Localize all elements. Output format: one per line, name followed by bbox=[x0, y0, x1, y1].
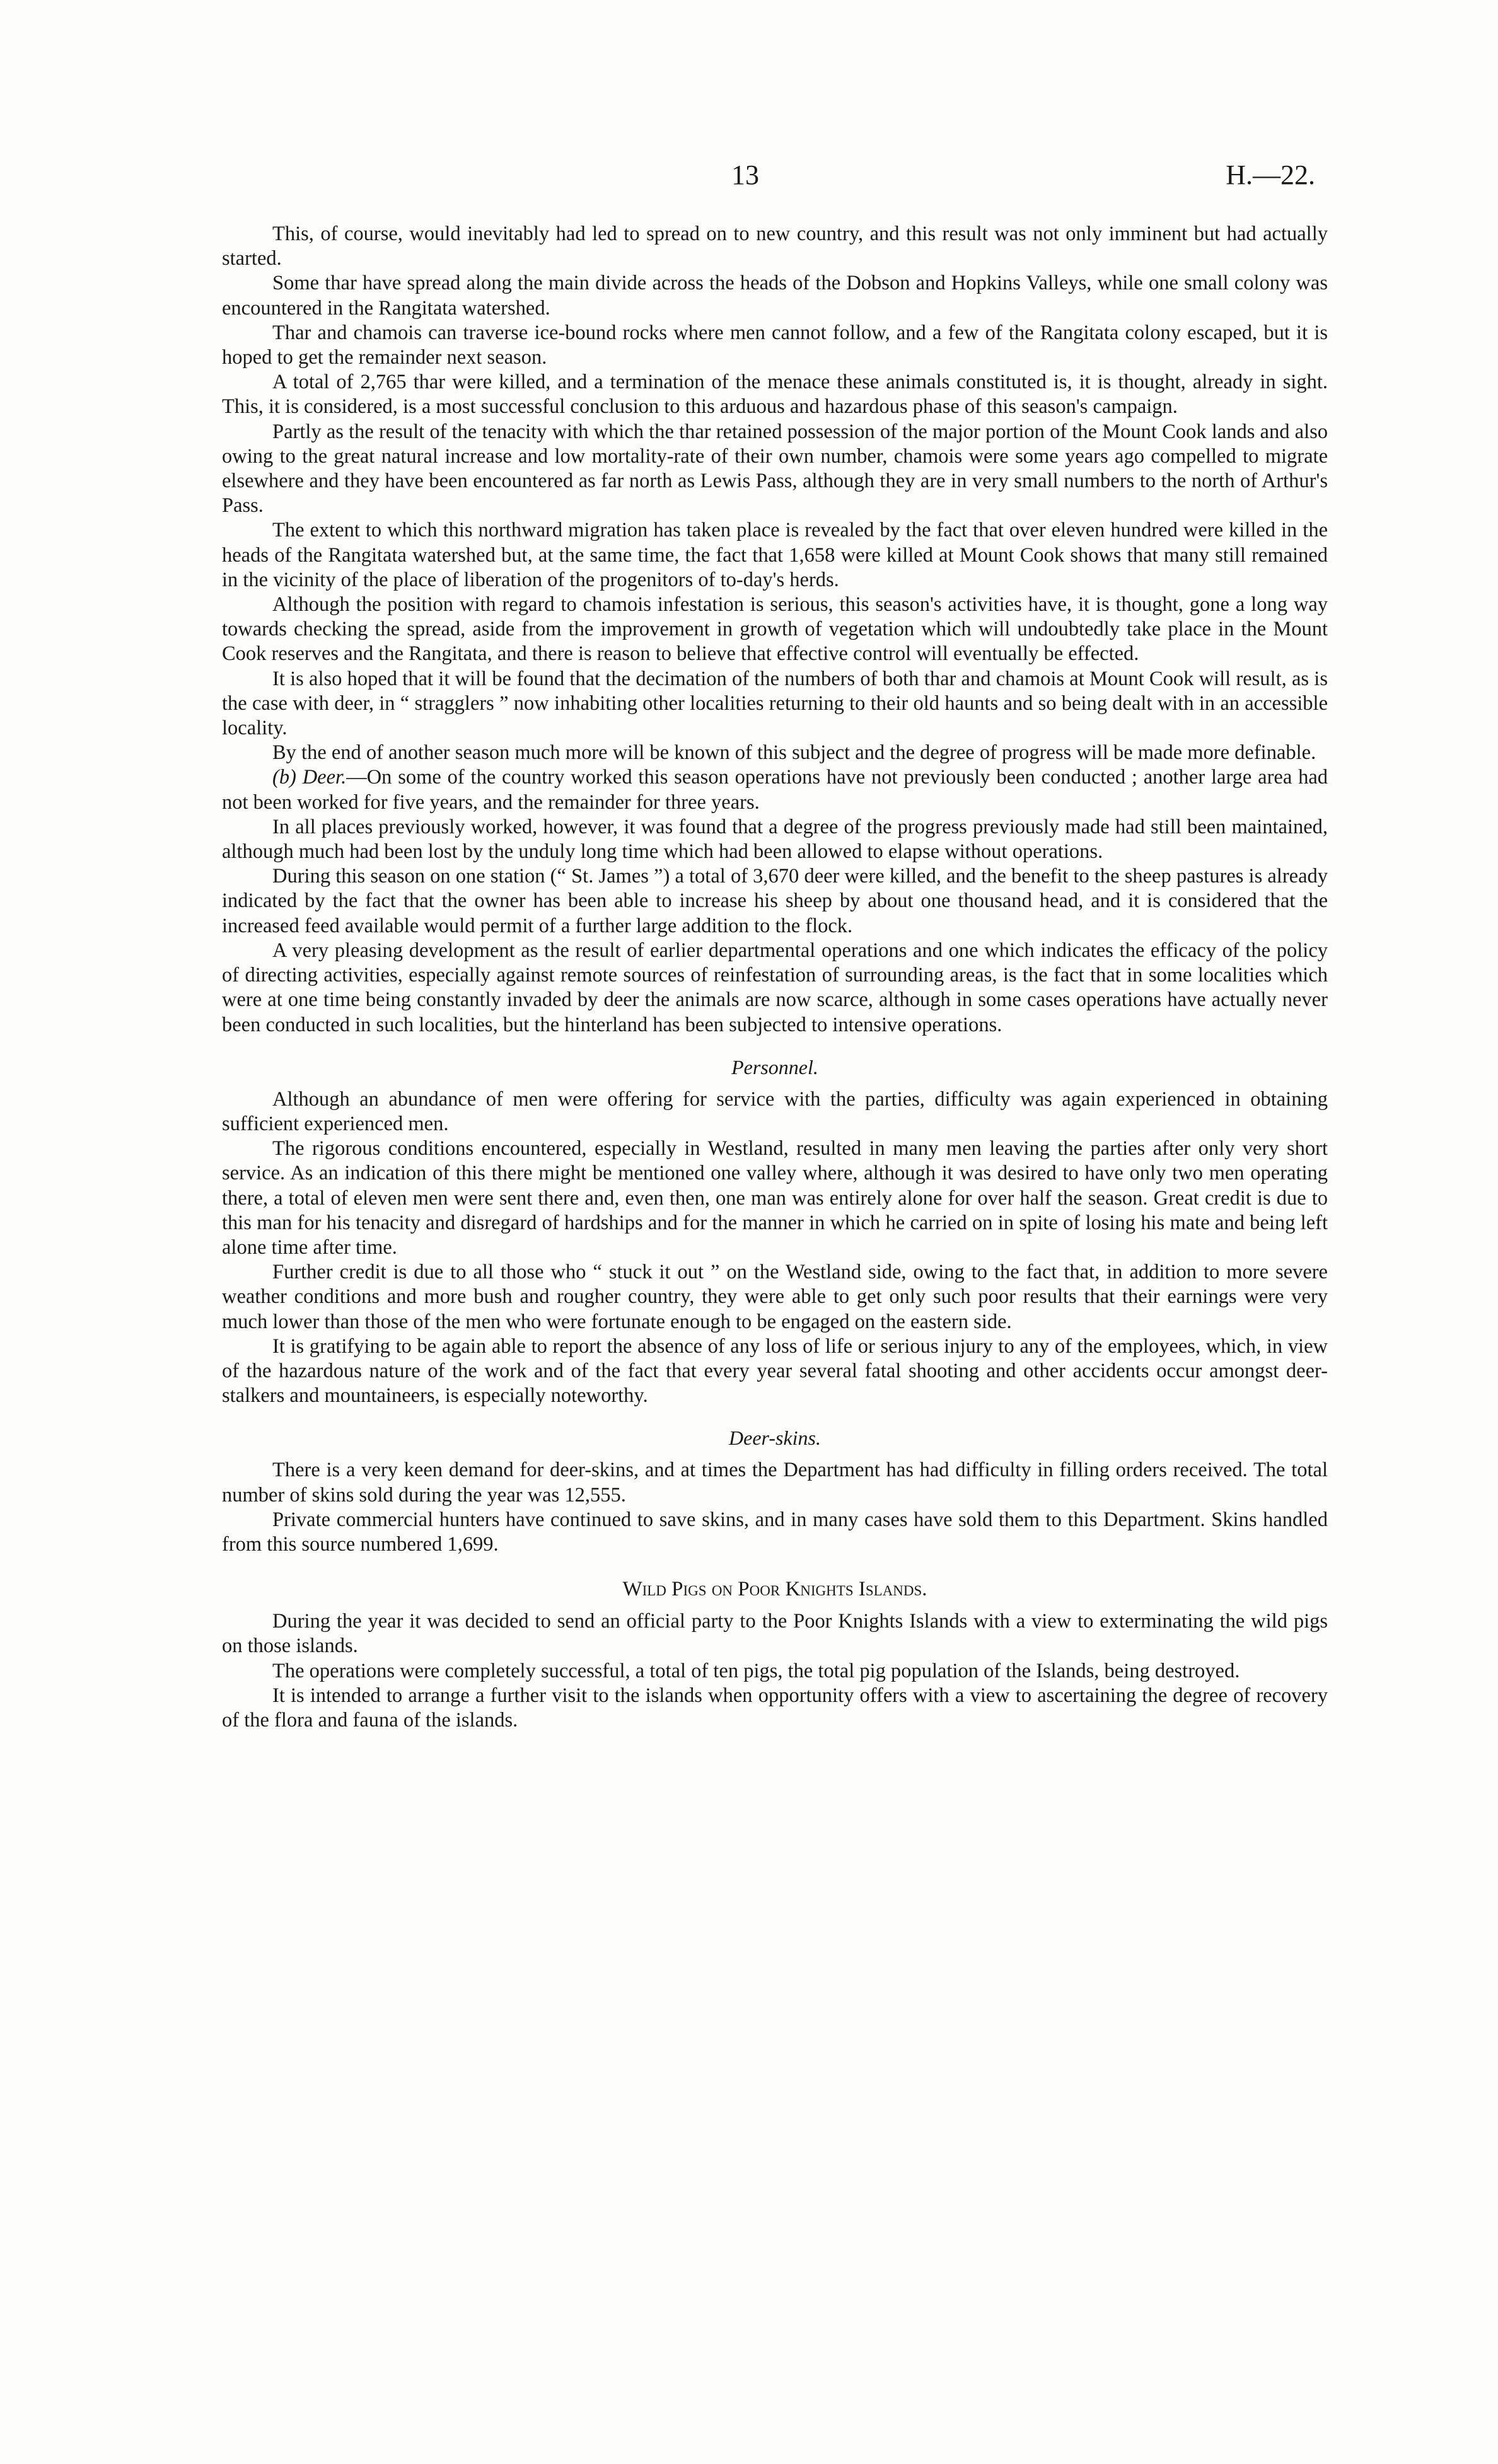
paragraph: In all places previously worked, however, it was found that a degree of the progress previously made had still been maintained, although much had been lost by the unduly long time which had been allowed to elapse without operations. bbox=[222, 815, 1328, 864]
paragraph: During this season on one station (“ St. James ”) a total of 3,670 deer were killed, and the benefit to the sheep pastures is already indicated by the fact that the owner has been able to increase his sheep by about one thousand head, and it is considered that the increased feed available would permit of a further large addition to the flock. bbox=[222, 865, 1328, 937]
deer-paragraph bbox=[222, 765, 1328, 814]
personnel-heading: Personnel. bbox=[731, 1055, 818, 1079]
paragraph: During the year it was decided to send an official party to the Poor Knights Islands with a view to exterminating the wild pigs on those islands. bbox=[222, 1610, 1328, 1658]
page-number: 13 bbox=[731, 159, 759, 190]
paragraph: A total of 2,765 thar were killed, and a termination of the menace these animals constituted is, it is thought, already in sight. This, it is considered, is a most successful conclusion to this arduous and hazardous phase of this season's campaign. bbox=[222, 371, 1328, 419]
paragraph: Partly as the result of the tenacity with which the thar retained possession of the major portion of the Mount Cook lands and also owing to the great natural increase and low mortality-rate of their own number, chamois were some years ago compelled to migrate elsewhere and they have been encountered as far north as Lewis Pass, although they are in very small numbers to the north of Arthur's Pass. bbox=[222, 420, 1328, 518]
paragraph: The extent to which this northward migration has taken place is revealed by the fact that over eleven hundred were killed in the heads of the Rangitata watershed but, at the same time, the fact that 1,658 were killed at Mount Cook shows that many still remained in the vicinity of the place of liberation of the progenitors of to-day's herds. bbox=[222, 519, 1328, 591]
paragraph: The rigorous conditions encountered, especially in Westland, resulted in many men leaving the parties after only very short service. As an indication of this there might be mentioned one valley where, although it was desired to have only two men operating there, a total of eleven men were sent there and, even then, one man was entirely alone for over half the season. Great credit is due to this man for his tenacity and disregard of hardships and for the manner in which he carried on in spite of losing his mate and being left alone time after time. bbox=[222, 1137, 1328, 1259]
paragraph: Although an abundance of men were offering for service with the parties, difficulty was again experienced in obtaining sufficient experienced men. bbox=[222, 1087, 1328, 1135]
paragraph: Some thar have spread along the main divide across the heads of the Dobson and Hopkins Valleys, while one small colony was encountered in the Rangitata watershed. bbox=[222, 272, 1328, 320]
paragraph: There is a very keen demand for deer-skins, and at times the Department has had difficulty in filling orders received. The total number of skins sold during the year was 12,555. bbox=[222, 1459, 1328, 1507]
page-body bbox=[222, 222, 1328, 1733]
paragraph: It is also hoped that it will be found that the decimation of the numbers of both thar and chamois at Mount Cook will result, as is the case with deer, in “ stragglers ” now inhabiting other localities returning to their old haunts and so being dealt with in an accessible locality. bbox=[222, 667, 1328, 740]
paragraph: It is gratifying to be again able to report the absence of any loss of life or serious injury to any of the employees, which, in view of the hazardous nature of the work and of the fact that every year several fatal shooting and other accidents occur amongst deer-stalkers and mountaineers, is especially noteworthy. bbox=[222, 1334, 1328, 1408]
page-header bbox=[0, 159, 1498, 203]
paragraph: It is intended to arrange a further visit to the islands when opportunity offers with a view to ascertaining the degree of recovery of the flora and fauna of the islands. bbox=[222, 1684, 1328, 1732]
deer-label: (b) Deer. bbox=[272, 766, 347, 789]
document-code: H.—22. bbox=[1226, 159, 1315, 190]
deer-text: —On some of the country worked this season operations have not previously been conducted ; another large area had not been worked for five years, and the remainder for three years. bbox=[222, 766, 1328, 814]
paragraph: A very pleasing development as the result of earlier departmental operations and one which indicates the efficacy of the policy of directing activities, especially against remote sources of reinfestation of surrounding areas, is the fact that in some localities which were at one time being constantly invaded by deer the animals are now scarce, although in some cases operations have actually never been conducted in such localities, but the hinterland has been subjected to intensive operations. bbox=[222, 939, 1328, 1036]
paragraph: Further credit is due to all those who “ stuck it out ” on the Westland side, owing to the fact that, in addition to more severe weather conditions and more bush and rougher country, they were able to get only such poor results that their earnings were very much lower than those of the men who were fortunate enough to be engaged on the eastern side. bbox=[222, 1261, 1328, 1333]
deer-skins-heading: Deer-skins. bbox=[729, 1426, 821, 1450]
paragraph: Thar and chamois can traverse ice-bound rocks where men cannot follow, and a few of the Rangitata colony escaped, but it is hoped to get the remainder next season. bbox=[222, 321, 1328, 369]
paragraph: Although the position with regard to chamois infestation is serious, this season's activities have, it is thought, gone a long way towards checking the spread, aside from the improvement in growth of vegetation which will undoubtedly take place in the Mount Cook reserves and the Rangitata, and there is reason to believe that effective control will eventually be effected. bbox=[222, 593, 1328, 666]
paragraph: This, of course, would inevitably had led to spread on to new country, and this result was not only imminent but had actually started. bbox=[222, 223, 1328, 270]
paragraph: Private commercial hunters have continued to save skins, and in many cases have sold them to this Department. Skins handled from this source numbered 1,699. bbox=[222, 1508, 1328, 1556]
paragraph: By the end of another season much more will be known of this subject and the degree of progress will be made more definable. bbox=[272, 741, 1316, 765]
paragraph: The operations were completely successful, a total of ten pigs, the total pig population of the Islands, being destroyed. bbox=[272, 1659, 1240, 1682]
wild-pigs-heading: Wild Pigs on Poor Knights Islands. bbox=[622, 1578, 927, 1601]
